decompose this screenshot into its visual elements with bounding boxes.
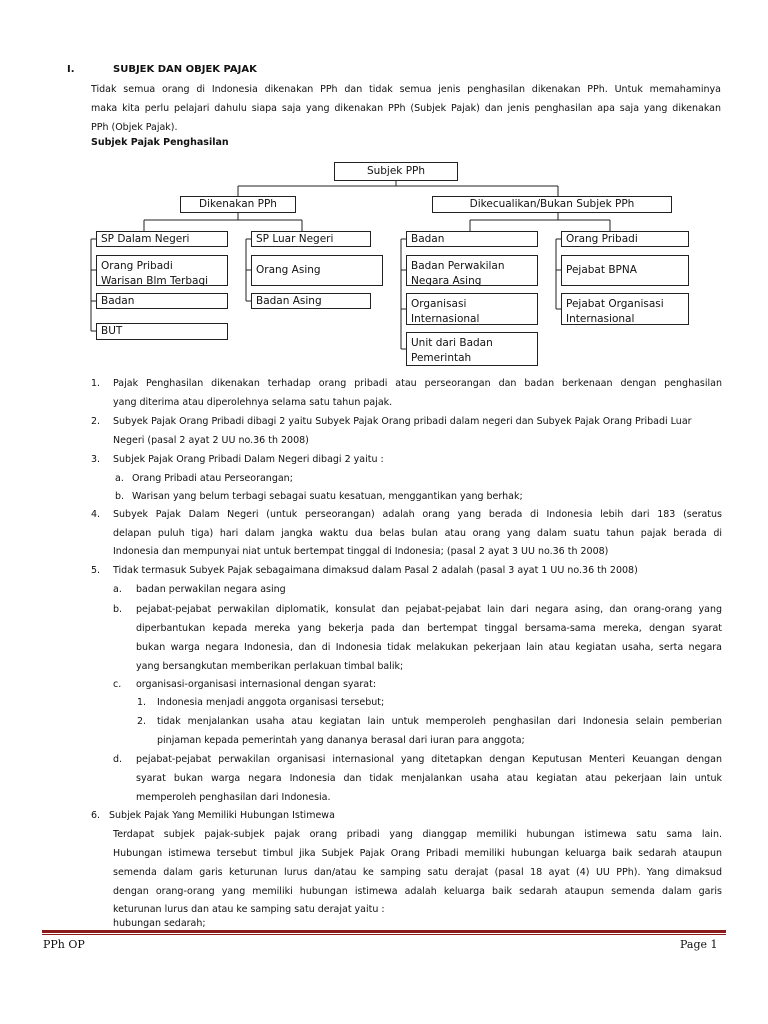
diagram-badan-asing: Badan Asing <box>251 293 371 309</box>
list-number: 4. <box>91 509 101 520</box>
footer-page-number: Page 1 <box>680 938 718 951</box>
diagram-badan-perwakilan-line2: Negara Asing <box>411 275 482 287</box>
list-text: Subyek Pajak Orang Pribadi dibagi 2 yaitu Subyek Pajak Orang pribadi dalam negeri dan Subyek Pajak Orang Pribadi Luar <box>113 416 692 427</box>
paragraph-line: Terdapat subjek pajak-subjek pajak orang pribadi yang dianggap memiliki hubungan istimewa satu sama lain. <box>113 829 722 840</box>
list-text: pejabat-pejabat perwakilan diplomatik, konsulat dan pejabat-pejabat lain dari negara asing, dan orang-orang yang <box>136 604 722 615</box>
list-text: organisasi-organisasi internasional dengan syarat: <box>136 679 377 690</box>
paragraph-line: hubungan sedarah; <box>113 918 206 929</box>
paragraph-line: keturunan lurus dan atau ke samping satu derajat yaitu : <box>113 904 385 915</box>
list-text: Pajak Penghasilan dikenakan terhadap orang pribadi atau perseorangan dan badan berkenaan dengan penghasilan <box>113 378 722 389</box>
list-text: Warisan yang belum terbagi sebagai suatu kesatuan, menggantikan yang berhak; <box>132 491 523 502</box>
list-text: Subjek Pajak Yang Memiliki Hubungan Istimewa <box>109 810 335 821</box>
paragraph-line: semenda dalam garis keturunan lurus dan/atau ke samping satu derajat (pasal 18 ayat (4) UU PPh). Yang dimaksud <box>113 867 722 878</box>
diagram-badan-perwakilan-line1: Badan Perwakilan <box>411 260 505 272</box>
diagram-org-int-line2: Internasional <box>411 313 480 325</box>
diagram-badan-perwakilan <box>406 255 538 286</box>
diagram-orang-asing: Orang Asing <box>251 255 383 286</box>
list-number: 6. <box>91 810 101 821</box>
list-number: 5. <box>91 565 101 576</box>
list-text: pinjaman kepada pemerintah yang dananya berasal dari iuran para anggota; <box>157 735 525 746</box>
footer-rule <box>42 930 726 933</box>
intro-line: Tidak semua orang di Indonesia dikenakan PPh dan tidak semua jenis penghasilan dikenakan PPh. Untuk memahaminya <box>91 84 721 95</box>
paragraph-line: dengan orang-orang yang memiliki hubungan istimewa adalah keluarga baik sedarah ataupun semenda dalam garis <box>113 886 722 897</box>
list-text: Subjek Pajak Orang Pribadi Dalam Negeri dibagi 2 yaitu : <box>113 454 384 465</box>
list-subnumber: 2. <box>137 716 147 727</box>
diagram-dikecualikan-box: Dikecualikan/Bukan Subjek PPh <box>432 196 672 213</box>
list-text: diperbantukan kepada mereka yang bekerja pada dan bertempat tinggal bersama-sama mereka, dengan syarat <box>136 623 722 634</box>
diagram-op-warisan-line2: Warisan Blm Terbagi <box>101 275 209 287</box>
paragraph-line: Hubungan istimewa tersebut timbul jika Subjek Pajak Orang Pribadi memiliki hubungan keluarga baik sedarah ataupun <box>113 848 722 859</box>
diagram-badan-header: Badan <box>406 231 538 247</box>
diagram-root-box: Subjek PPh <box>334 162 458 181</box>
section-number: I. <box>67 64 75 75</box>
section-title: SUBJEK DAN OBJEK PAJAK <box>113 64 257 75</box>
diagram-op-warisan <box>96 255 228 286</box>
list-text: delapan puluh tiga) hari dalam jangka waktu dua belas bulan atau orang yang dalam suatu tahun pajak berada di <box>113 528 722 539</box>
diagram-dikenakan-box: Dikenakan PPh <box>180 196 296 213</box>
list-number: 3. <box>91 454 101 465</box>
diagram-sp-dalam-negeri: SP Dalam Negeri <box>96 231 228 247</box>
list-letter: c. <box>113 679 122 690</box>
diagram-unit-line2: Pemerintah <box>411 352 472 364</box>
intro-line: PPh (Objek Pajak). <box>91 122 178 133</box>
list-letter: d. <box>113 754 123 765</box>
diagram-pejabat-bpna: Pejabat BPNA <box>561 255 689 286</box>
list-text: Orang Pribadi atau Perseorangan; <box>132 473 293 484</box>
list-text: Tidak termasuk Subyek Pajak sebagaimana dimaksud dalam Pasal 2 adalah (pasal 3 ayat 1 UU no.36 th 2008) <box>113 565 638 576</box>
list-number: 1. <box>91 378 101 389</box>
list-text: bukan warga negara Indonesia, dan di Indonesia tidak melakukan pekerjaan lain atau kegiatan usaha, serta negara <box>136 642 722 653</box>
diagram-organisasi-internasional <box>406 293 538 325</box>
footer-rule-thin <box>42 934 726 935</box>
diagram-pejabat-org-line1: Pejabat Organisasi <box>566 298 664 310</box>
diagram-unit-badan-pemerintah <box>406 332 538 366</box>
diagram-but: BUT <box>96 323 228 340</box>
list-text: Indonesia menjadi anggota organisasi tersebut; <box>157 697 385 708</box>
list-text: badan perwakilan negara asing <box>136 584 286 595</box>
intro-line: maka kita perlu pelajari dahulu siapa saja yang dikenakan PPh (Subjek Pajak) dan jenis penghasilan apa saja yang dikenakan <box>91 103 721 114</box>
list-text: yang bersangkutan memberikan perlakuan timbal balik; <box>136 661 404 672</box>
diagram-pejabat-organisasi <box>561 293 689 325</box>
list-letter: b. <box>113 604 123 615</box>
list-text: memperoleh penghasilan dari Indonesia. <box>136 792 331 803</box>
list-letter: a. <box>113 584 122 595</box>
list-text: syarat bukan warga negara Indonesia dan tidak menjalankan usaha atau kegiatan atau pekerjaan lain untuk <box>136 773 722 784</box>
list-letter: b. <box>115 491 125 502</box>
diagram-orang-pribadi-header: Orang Pribadi <box>561 231 689 247</box>
list-number: 2. <box>91 416 101 427</box>
list-text: tidak menjalankan usaha atau kegiatan lain untuk memperoleh penghasilan dari Indonesia selain pemberian <box>157 716 722 727</box>
diagram-sp-luar-negeri: SP Luar Negeri <box>251 231 371 247</box>
diagram-unit-line1: Unit dari Badan <box>411 337 493 349</box>
list-text: Indonesia dan mempunyai niat untuk bertempat tinggal di Indonesia; (pasal 2 ayat 3 UU no.36 th 2008) <box>113 546 609 557</box>
list-subnumber: 1. <box>137 697 147 708</box>
list-text: Negeri (pasal 2 ayat 2 UU no.36 th 2008) <box>113 435 309 446</box>
diagram-pejabat-org-line2: Internasional <box>566 313 635 325</box>
list-text: Subyek Pajak Dalam Negeri (untuk perseorangan) adalah orang yang berada di Indonesia lebih dari 183 (seratus <box>113 509 722 520</box>
list-text: pejabat-pejabat perwakilan organisasi internasional yang ditetapkan dengan Keputusan Menteri Keuangan dengan <box>136 754 722 765</box>
diagram-org-int-line1: Organisasi <box>411 298 467 310</box>
footer-title: PPh OP <box>43 938 85 951</box>
diagram-op-warisan-line1: Orang Pribadi <box>101 260 173 272</box>
list-letter: a. <box>115 473 124 484</box>
diagram-badan-dn: Badan <box>96 293 228 309</box>
list-text: yang diterima atau diperolehnya selama satu tahun pajak. <box>113 397 393 408</box>
subheading: Subjek Pajak Penghasilan <box>91 137 229 148</box>
